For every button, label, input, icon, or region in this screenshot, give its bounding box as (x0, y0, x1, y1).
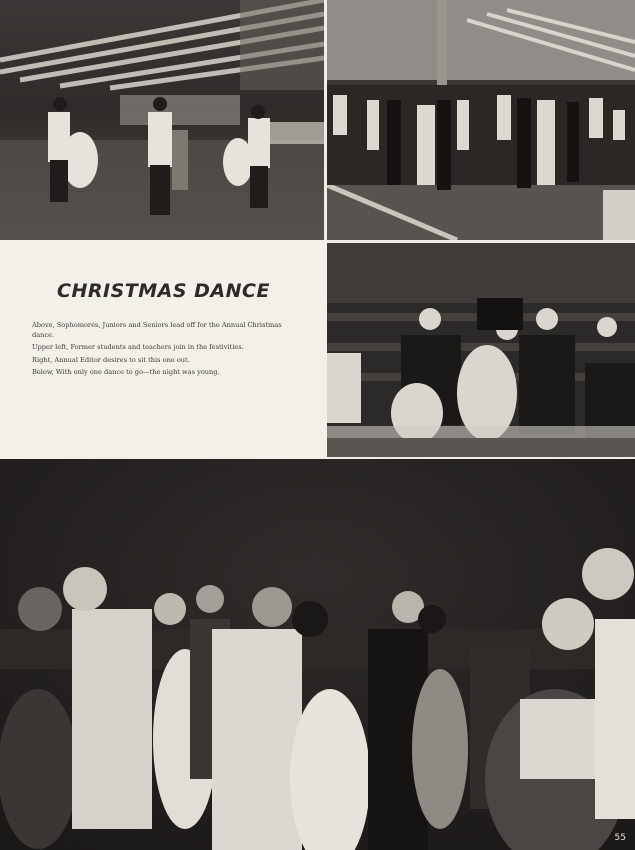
caption-block (32, 321, 302, 381)
page-title: CHRISTMAS DANCE (57, 280, 270, 302)
caption-below: Below, With only one dance to go—the night was young. (32, 368, 220, 377)
caption-above: Above, Sophomores, Juniors and Seniors lead off for the Annual Christmas dance. (32, 321, 282, 339)
page-number: 55 (614, 833, 626, 843)
photo-students-on-bleachers (327, 243, 635, 457)
photo-couples-dancing-gym (0, 0, 324, 240)
caption-upper-left: Upper left, Former students and teachers join in the festivities. (32, 343, 244, 352)
caption-right: Right, Annual Editor desires to sit this one out. (32, 355, 190, 364)
photo-crowd-dance-floor (327, 0, 635, 240)
photo-last-dance-couples (0, 459, 635, 850)
text-panel (0, 240, 327, 459)
